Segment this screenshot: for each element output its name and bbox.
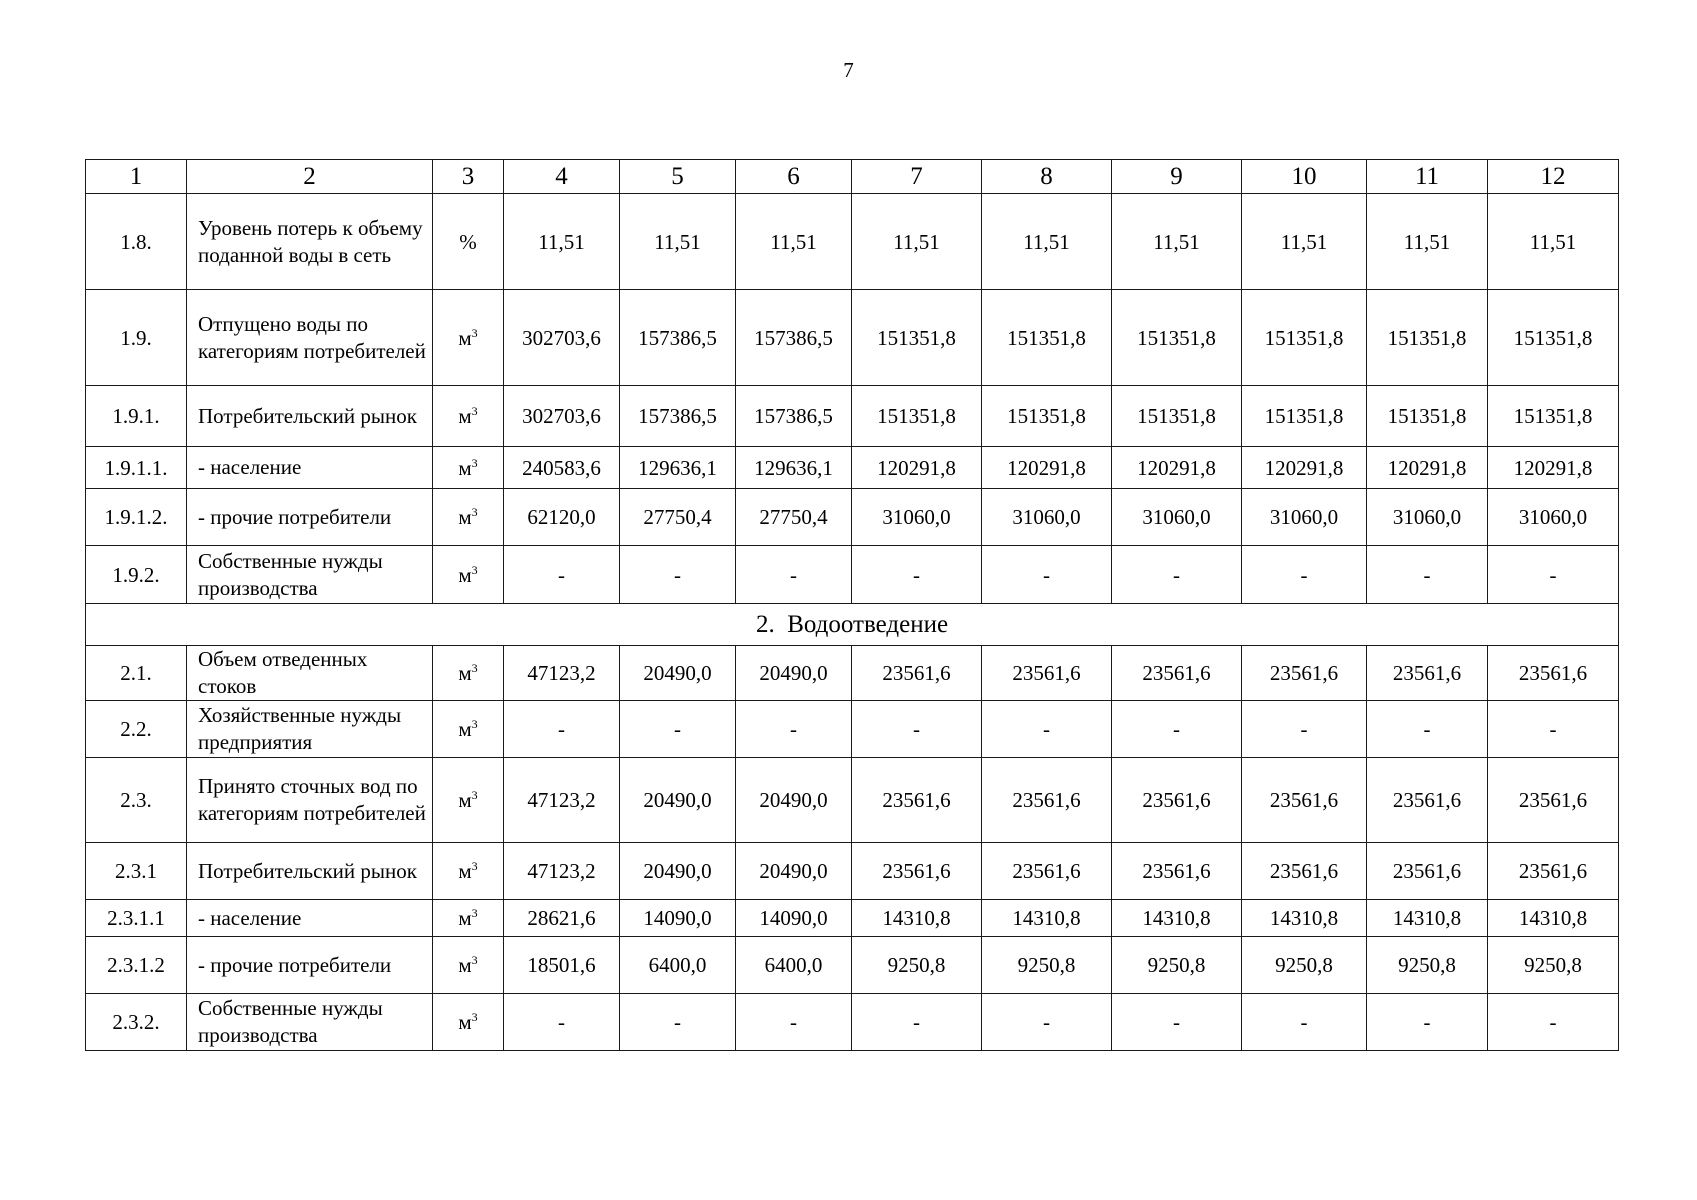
row-unit: [433, 900, 504, 937]
table-row: [86, 489, 1619, 546]
row-index: 1.9.2.: [86, 546, 187, 604]
column-number-header: 7: [852, 160, 982, 194]
value-cell: 14310,8: [1242, 900, 1367, 937]
value-cell: 151351,8: [852, 290, 982, 386]
row-index: 2.3.2.: [86, 994, 187, 1051]
value-cell: -: [620, 994, 736, 1051]
value-cell: 23561,6: [982, 758, 1112, 843]
value-cell: 28621,6: [504, 900, 620, 937]
value-cell: 27750,4: [736, 489, 852, 546]
value-cell: 14090,0: [736, 900, 852, 937]
value-cell: -: [852, 994, 982, 1051]
value-cell: 151351,8: [982, 386, 1112, 447]
value-cell: 9250,8: [1367, 937, 1488, 994]
value-cell: -: [620, 701, 736, 758]
row-name: - население: [187, 900, 433, 937]
row-unit: [433, 489, 504, 546]
row-index: 2.3.1.2: [86, 937, 187, 994]
value-cell: 157386,5: [736, 290, 852, 386]
value-cell: 23561,6: [1242, 758, 1367, 843]
value-cell: 47123,2: [504, 758, 620, 843]
unit-label: м: [458, 562, 472, 587]
row-unit: [433, 386, 504, 447]
row-name: Принято сточных вод по категориям потребителей: [187, 758, 433, 843]
value-cell: 240583,6: [504, 447, 620, 489]
value-cell: 6400,0: [620, 937, 736, 994]
value-cell: 151351,8: [1367, 290, 1488, 386]
value-cell: -: [1242, 701, 1367, 758]
column-number-header: 4: [504, 160, 620, 194]
value-cell: 23561,6: [1112, 843, 1242, 900]
value-cell: 20490,0: [736, 843, 852, 900]
unit-label: м: [458, 505, 472, 529]
value-cell: 23561,6: [1488, 843, 1619, 900]
row-name: Отпущено воды по категориям потребителей: [187, 290, 433, 386]
value-cell: 23561,6: [1488, 758, 1619, 843]
value-cell: 151351,8: [982, 290, 1112, 386]
value-cell: 23561,6: [852, 758, 982, 843]
unit-label: %: [459, 229, 477, 254]
value-cell: 23561,6: [852, 646, 982, 701]
value-cell: -: [736, 546, 852, 604]
value-cell: 151351,8: [1242, 386, 1367, 447]
value-cell: -: [1242, 546, 1367, 604]
value-cell: 20490,0: [736, 646, 852, 701]
unit-exponent: 3: [471, 562, 478, 577]
unit-exponent: 3: [471, 661, 478, 675]
table-row: [86, 701, 1619, 758]
unit-label: м: [458, 325, 472, 350]
section-title: 2. Водоотведение: [86, 604, 1619, 646]
value-cell: 14310,8: [982, 900, 1112, 937]
unit-label: м: [458, 404, 472, 428]
unit-label: м: [458, 906, 472, 930]
table-row: [86, 900, 1619, 937]
value-cell: 14090,0: [620, 900, 736, 937]
value-cell: 11,51: [852, 194, 982, 290]
value-cell: 23561,6: [1112, 646, 1242, 701]
table-body: [86, 160, 1619, 1051]
row-name: Потребительский рынок: [187, 843, 433, 900]
row-name: - прочие потребители: [187, 489, 433, 546]
value-cell: 157386,5: [736, 386, 852, 447]
value-cell: 31060,0: [1112, 489, 1242, 546]
row-unit: [433, 646, 504, 701]
value-cell: 23561,6: [1367, 758, 1488, 843]
value-cell: 47123,2: [504, 843, 620, 900]
value-cell: 11,51: [982, 194, 1112, 290]
value-cell: 9250,8: [1112, 937, 1242, 994]
value-cell: -: [504, 546, 620, 604]
row-name: - население: [187, 447, 433, 489]
value-cell: 23561,6: [1367, 843, 1488, 900]
value-cell: -: [982, 546, 1112, 604]
row-unit: [433, 843, 504, 900]
unit-exponent: 3: [471, 404, 478, 418]
table-row: [86, 758, 1619, 843]
unit-label: м: [458, 788, 472, 812]
column-number-header: 3: [433, 160, 504, 194]
value-cell: 23561,6: [1367, 646, 1488, 701]
value-cell: 20490,0: [620, 843, 736, 900]
row-unit: [433, 447, 504, 489]
value-cell: 11,51: [736, 194, 852, 290]
value-cell: 129636,1: [620, 447, 736, 489]
row-unit: [433, 194, 504, 290]
table-row: [86, 937, 1619, 994]
value-cell: 23561,6: [852, 843, 982, 900]
value-cell: 27750,4: [620, 489, 736, 546]
row-name: Объем отведенных стоков: [187, 646, 433, 701]
value-cell: -: [982, 994, 1112, 1051]
unit-exponent: 3: [471, 859, 478, 873]
table-row: [86, 546, 1619, 604]
value-cell: -: [1488, 701, 1619, 758]
value-cell: 14310,8: [852, 900, 982, 937]
row-unit: [433, 701, 504, 758]
value-cell: 62120,0: [504, 489, 620, 546]
column-number-header: 11: [1367, 160, 1488, 194]
value-cell: 151351,8: [852, 386, 982, 447]
row-index: 1.9.1.1.: [86, 447, 187, 489]
value-cell: 23561,6: [982, 646, 1112, 701]
value-cell: 11,51: [1367, 194, 1488, 290]
value-cell: 9250,8: [852, 937, 982, 994]
value-cell: 151351,8: [1112, 386, 1242, 447]
value-cell: 151351,8: [1112, 290, 1242, 386]
unit-exponent: 3: [471, 788, 478, 802]
unit-label: м: [458, 455, 472, 480]
value-cell: 157386,5: [620, 290, 736, 386]
row-index: 2.1.: [86, 646, 187, 701]
value-cell: 20490,0: [620, 758, 736, 843]
table-row: [86, 447, 1619, 489]
value-cell: -: [736, 701, 852, 758]
value-cell: 120291,8: [1367, 447, 1488, 489]
row-name: Хозяйственные нужды предприятия: [187, 701, 433, 758]
unit-exponent: 3: [471, 953, 478, 967]
value-cell: 151351,8: [1488, 290, 1619, 386]
value-cell: 20490,0: [620, 646, 736, 701]
row-unit: [433, 546, 504, 604]
value-cell: 120291,8: [982, 447, 1112, 489]
table-row: [86, 194, 1619, 290]
column-number-header: 8: [982, 160, 1112, 194]
row-index: 1.9.1.2.: [86, 489, 187, 546]
page-number: 7: [843, 58, 854, 82]
row-unit: [433, 994, 504, 1051]
table-row: [86, 843, 1619, 900]
value-cell: 14310,8: [1367, 900, 1488, 937]
value-cell: -: [1488, 546, 1619, 604]
value-cell: 31060,0: [852, 489, 982, 546]
value-cell: 31060,0: [1367, 489, 1488, 546]
value-cell: -: [1112, 994, 1242, 1051]
row-index: 2.3.1.1: [86, 900, 187, 937]
column-number-header: 1: [86, 160, 187, 194]
value-cell: 23561,6: [1488, 646, 1619, 701]
value-cell: 23561,6: [1242, 646, 1367, 701]
table-row: [86, 290, 1619, 386]
value-cell: 151351,8: [1242, 290, 1367, 386]
unit-exponent: 3: [471, 455, 478, 470]
unit-exponent: 3: [471, 906, 478, 920]
column-number-header: 6: [736, 160, 852, 194]
value-cell: 6400,0: [736, 937, 852, 994]
unit-exponent: 3: [471, 325, 478, 340]
value-cell: 31060,0: [1242, 489, 1367, 546]
value-cell: 18501,6: [504, 937, 620, 994]
value-cell: -: [1242, 994, 1367, 1051]
unit-label: м: [458, 661, 472, 685]
value-cell: 302703,6: [504, 386, 620, 447]
row-index: 2.2.: [86, 701, 187, 758]
row-index: 1.9.: [86, 290, 187, 386]
value-cell: 14310,8: [1488, 900, 1619, 937]
unit-label: м: [458, 1010, 472, 1034]
value-cell: 151351,8: [1488, 386, 1619, 447]
row-unit: [433, 290, 504, 386]
value-cell: -: [852, 701, 982, 758]
section-row: [86, 604, 1619, 646]
table-row: [86, 994, 1619, 1051]
row-unit: [433, 937, 504, 994]
value-cell: 11,51: [1242, 194, 1367, 290]
value-cell: 23561,6: [1242, 843, 1367, 900]
value-cell: 120291,8: [1112, 447, 1242, 489]
row-name: Собственные нужды производства: [187, 994, 433, 1051]
unit-label: м: [458, 859, 472, 883]
row-name: Уровень потерь к объему поданной воды в сеть: [187, 194, 433, 290]
value-cell: -: [982, 701, 1112, 758]
value-cell: -: [504, 701, 620, 758]
column-number-header: 12: [1488, 160, 1619, 194]
unit-label: м: [458, 717, 472, 741]
value-cell: 23561,6: [982, 843, 1112, 900]
value-cell: 120291,8: [852, 447, 982, 489]
value-cell: 11,51: [1488, 194, 1619, 290]
value-cell: -: [1112, 701, 1242, 758]
value-cell: 23561,6: [1112, 758, 1242, 843]
row-name: Собственные нужды производства: [187, 546, 433, 604]
value-cell: 14310,8: [1112, 900, 1242, 937]
row-index: 1.9.1.: [86, 386, 187, 447]
table-header-row: [86, 160, 1619, 194]
data-table: [85, 159, 1619, 1051]
value-cell: -: [852, 546, 982, 604]
row-index: 2.3.: [86, 758, 187, 843]
unit-label: м: [458, 953, 472, 977]
value-cell: -: [504, 994, 620, 1051]
value-cell: 157386,5: [620, 386, 736, 447]
column-number-header: 9: [1112, 160, 1242, 194]
unit-exponent: 3: [471, 505, 478, 519]
row-unit: [433, 758, 504, 843]
table-row: [86, 646, 1619, 701]
unit-exponent: 3: [471, 717, 478, 731]
value-cell: 9250,8: [982, 937, 1112, 994]
unit-exponent: 3: [471, 1010, 478, 1024]
row-index: 1.8.: [86, 194, 187, 290]
value-cell: -: [1488, 994, 1619, 1051]
row-index: 2.3.1: [86, 843, 187, 900]
value-cell: 11,51: [1112, 194, 1242, 290]
value-cell: 120291,8: [1242, 447, 1367, 489]
value-cell: -: [1112, 546, 1242, 604]
value-cell: -: [736, 994, 852, 1051]
value-cell: 302703,6: [504, 290, 620, 386]
value-cell: 20490,0: [736, 758, 852, 843]
value-cell: -: [1367, 546, 1488, 604]
column-number-header: 5: [620, 160, 736, 194]
column-number-header: 2: [187, 160, 433, 194]
value-cell: -: [1367, 994, 1488, 1051]
table-row: [86, 386, 1619, 447]
column-number-header: 10: [1242, 160, 1367, 194]
value-cell: 31060,0: [982, 489, 1112, 546]
value-cell: 11,51: [620, 194, 736, 290]
value-cell: 151351,8: [1367, 386, 1488, 447]
value-cell: 120291,8: [1488, 447, 1619, 489]
value-cell: 47123,2: [504, 646, 620, 701]
value-cell: -: [620, 546, 736, 604]
row-name: - прочие потребители: [187, 937, 433, 994]
value-cell: 9250,8: [1488, 937, 1619, 994]
value-cell: -: [1367, 701, 1488, 758]
value-cell: 31060,0: [1488, 489, 1619, 546]
row-name: Потребительский рынок: [187, 386, 433, 447]
value-cell: 9250,8: [1242, 937, 1367, 994]
value-cell: 11,51: [504, 194, 620, 290]
value-cell: 129636,1: [736, 447, 852, 489]
